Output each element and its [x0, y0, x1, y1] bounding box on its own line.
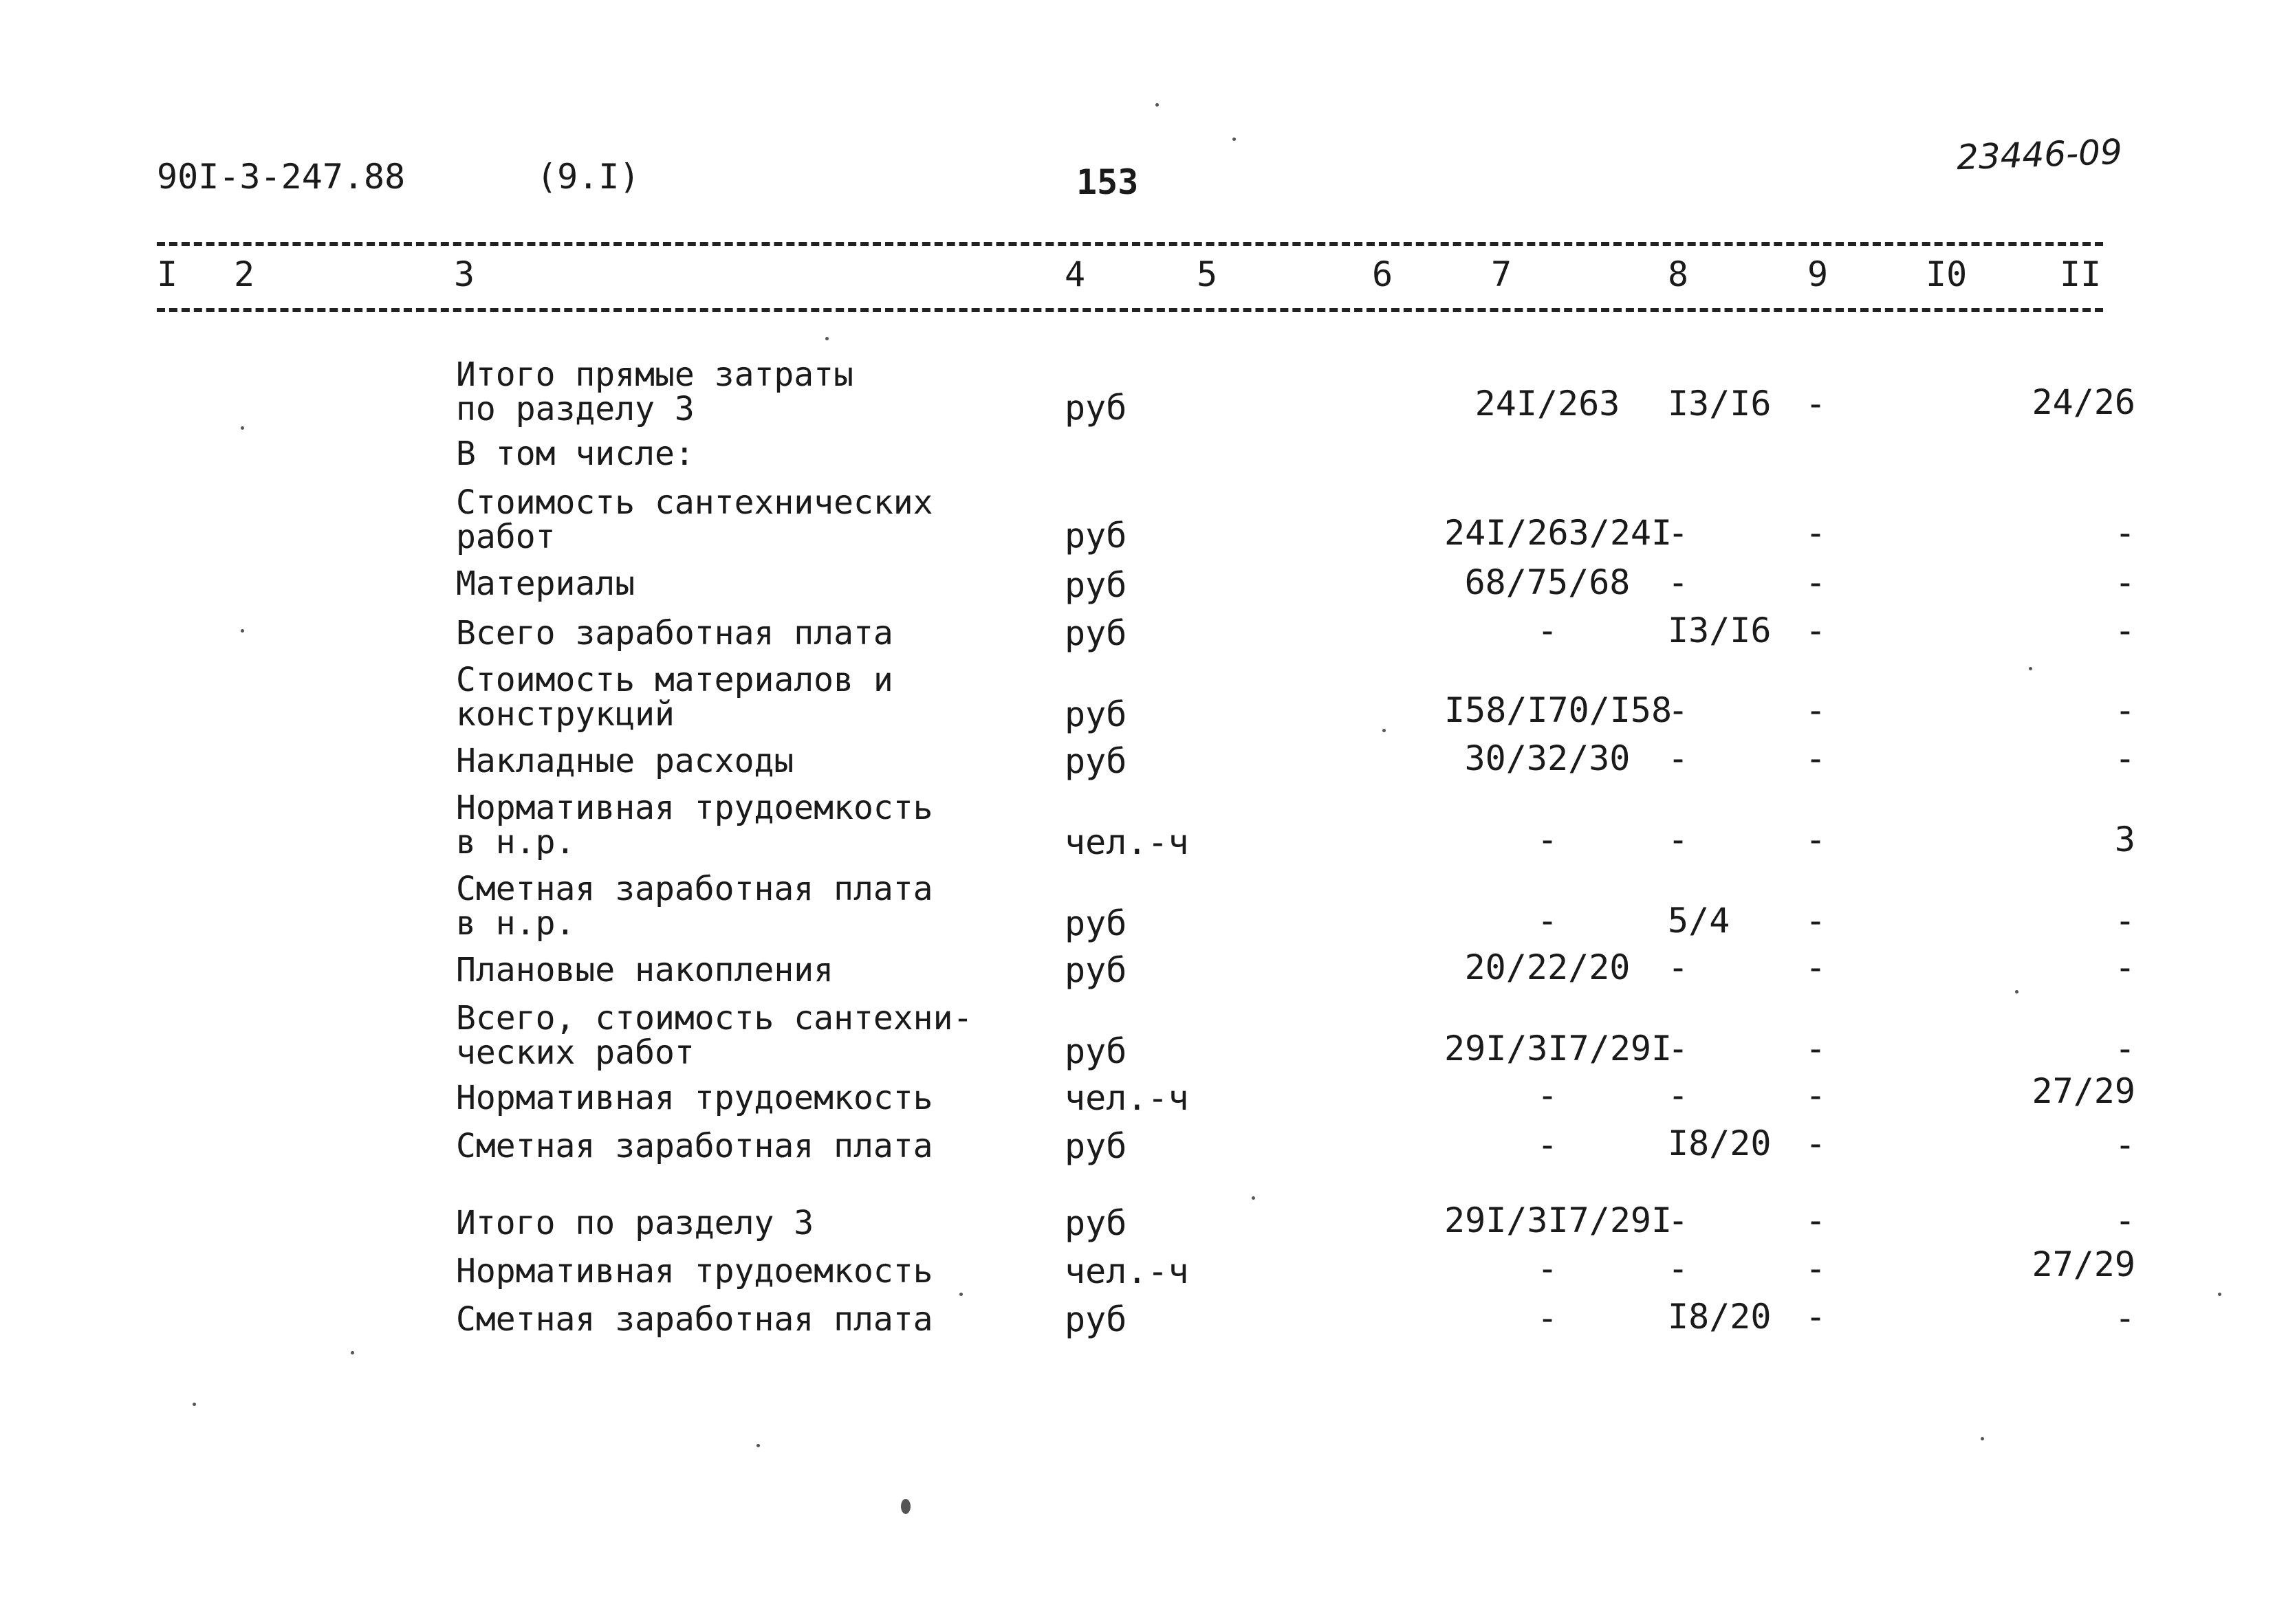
row-value-col11: - — [2114, 738, 2135, 778]
row-label-including: В том числе: — [456, 435, 695, 473]
row-value-col8: I8/20 — [1668, 1297, 1772, 1337]
row-value-col9: - — [1805, 562, 1827, 602]
row-label-estimated-wages: Сметная заработная плата — [456, 1127, 933, 1165]
row-value-col9: - — [1805, 611, 1827, 650]
row-value-col8: - — [1668, 1075, 1689, 1115]
row-value-col8: - — [1668, 513, 1689, 553]
scan-speck — [1382, 729, 1386, 732]
row-value-col9: - — [1805, 690, 1827, 730]
scan-speck — [2015, 990, 2018, 994]
row-value-col9: - — [1805, 1029, 1827, 1068]
row-value-col9: - — [1805, 820, 1827, 859]
row-unit: руб — [1065, 1203, 1127, 1243]
row-value-col8: - — [1668, 738, 1689, 778]
row-label-standard-labor-overhead: Нормативная трудоемкость в н.р. — [456, 789, 933, 862]
row-value-col9: - — [1805, 947, 1827, 987]
row-value-col11: - — [2114, 1125, 2135, 1165]
row-value-col7: - — [1536, 611, 1558, 650]
row-value-col11: 27/29 — [2032, 1071, 2135, 1111]
row-label-materials-structures-cost: Стоимость материалов и конструкций — [456, 661, 893, 734]
row-value-col11: - — [2114, 1200, 2135, 1240]
row-value-col7: 29I/3I7/29I — [1444, 1029, 1673, 1068]
row-value-col11: 3 — [2114, 820, 2135, 859]
header-bottom-rule — [157, 308, 2103, 312]
row-value-col9: - — [1805, 901, 1827, 941]
column-number-11: II — [2060, 254, 2102, 294]
row-value-col9: - — [1805, 738, 1827, 778]
row-value-col11: - — [2114, 1298, 2135, 1338]
row-value-col9: - — [1805, 1200, 1827, 1240]
row-value-col7: - — [1536, 1125, 1558, 1165]
row-unit: руб — [1065, 741, 1127, 781]
column-number-2: 2 — [234, 254, 255, 294]
column-number-4: 4 — [1065, 254, 1086, 294]
row-value-col9: - — [1805, 384, 1827, 424]
row-value-col8: - — [1668, 947, 1689, 987]
row-unit: руб — [1065, 613, 1127, 653]
row-value-col8: I8/20 — [1668, 1123, 1772, 1163]
row-value-col7: 29I/3I7/29I — [1444, 1200, 1673, 1240]
row-value-col9: - — [1805, 1297, 1827, 1337]
scan-speck — [193, 1403, 196, 1406]
column-number-6: 6 — [1372, 254, 1393, 294]
row-label-overhead: Накладные расходы — [456, 742, 794, 780]
scan-speck — [756, 1444, 760, 1447]
scan-speck — [241, 426, 244, 430]
row-value-col7: - — [1536, 1075, 1558, 1115]
column-number-10: I0 — [1926, 254, 1968, 294]
page-number: 153 — [1076, 162, 1139, 202]
row-unit: чел.-ч — [1065, 822, 1189, 862]
row-value-col7: - — [1536, 1249, 1558, 1288]
row-value-col7: 24I/263 — [1474, 384, 1620, 424]
row-value-col8: - — [1668, 1029, 1689, 1068]
scan-speck — [2218, 1293, 2221, 1296]
column-number-1: I — [157, 254, 178, 294]
row-value-col8: I3/I6 — [1668, 384, 1772, 424]
row-value-col9: - — [1805, 513, 1827, 553]
row-value-col7: 20/22/20 — [1464, 947, 1631, 987]
row-label-total-plumbing-cost: Всего, стоимость сантехни- ческих работ — [456, 999, 973, 1072]
row-label-section-total: Итого по разделу 3 — [456, 1204, 814, 1242]
row-value-col7: 24I/263/24I — [1444, 513, 1673, 553]
column-number-7: 7 — [1491, 254, 1512, 294]
row-unit: руб — [1065, 903, 1127, 943]
row-value-col9: - — [1805, 1249, 1827, 1288]
scan-speck — [959, 1293, 963, 1296]
row-value-col11: - — [2114, 1029, 2135, 1068]
column-number-3: 3 — [454, 254, 475, 294]
row-value-col7: 30/32/30 — [1464, 738, 1631, 778]
scan-speck — [351, 1351, 354, 1354]
row-unit: чел.-ч — [1065, 1251, 1189, 1291]
row-value-col11: - — [2114, 947, 2135, 987]
row-value-col11: 24/26 — [2032, 382, 2135, 422]
row-value-col7: - — [1536, 1298, 1558, 1338]
row-unit: руб — [1065, 1126, 1127, 1166]
row-value-col8: - — [1668, 1200, 1689, 1240]
scan-speck — [1981, 1437, 1984, 1440]
column-number-5: 5 — [1197, 254, 1218, 294]
scan-speck — [825, 337, 829, 340]
row-label-standard-labor: Нормативная трудоемкость — [456, 1079, 933, 1117]
row-value-col7: - — [1536, 901, 1558, 941]
row-label-plumbing-works-cost: Стоимость сантехнических работ — [456, 483, 933, 556]
row-value-col9: - — [1805, 1123, 1827, 1163]
row-value-col7: I58/I70/I58 — [1444, 690, 1673, 730]
row-value-col8: - — [1668, 1249, 1689, 1288]
document-code: 90I-3-247.88 — [157, 157, 406, 197]
row-value-col8: I3/I6 — [1668, 611, 1772, 650]
row-unit: руб — [1065, 950, 1127, 990]
header-top-rule — [157, 242, 2103, 246]
row-unit: руб — [1065, 694, 1127, 734]
row-unit: чел.-ч — [1065, 1078, 1189, 1118]
row-unit: руб — [1065, 388, 1127, 428]
row-value-col11: - — [2114, 513, 2135, 553]
archive-stamp-number: 23446-09 — [1956, 131, 2123, 178]
scan-speck — [1232, 138, 1236, 141]
row-value-col7: 68/75/68 — [1464, 562, 1631, 602]
row-label-standard-labor: Нормативная трудоемкость — [456, 1252, 933, 1291]
row-unit: руб — [1065, 1299, 1127, 1339]
row-unit: руб — [1065, 1031, 1127, 1071]
row-label-total-wages: Всего заработная плата — [456, 614, 893, 652]
scan-speck — [1252, 1196, 1255, 1200]
row-label-estimated-wages-overhead: Сметная заработная плата в н.р. — [456, 870, 933, 943]
row-value-col8: - — [1668, 562, 1689, 602]
row-label-estimated-wages: Сметная заработная плата — [456, 1300, 933, 1339]
row-value-col11: - — [2114, 611, 2135, 650]
row-value-col8: - — [1668, 820, 1689, 859]
row-value-col7: - — [1536, 820, 1558, 859]
column-number-8: 8 — [1668, 254, 1689, 294]
row-value-col11: - — [2114, 562, 2135, 602]
scan-speck — [1155, 103, 1159, 107]
scan-speck — [2029, 667, 2032, 670]
row-label-planned-savings: Плановые накопления — [456, 951, 834, 989]
row-value-col8: 5/4 — [1668, 901, 1730, 941]
row-label-materials: Материалы — [456, 564, 635, 603]
row-unit: руб — [1065, 565, 1127, 605]
section-number: (9.I) — [536, 157, 640, 197]
row-value-col9: - — [1805, 1075, 1827, 1115]
scan-speck — [241, 629, 244, 633]
scan-speck — [901, 1499, 911, 1514]
row-label-direct-costs-total: Итого прямые затраты по разделу 3 — [456, 355, 853, 428]
column-number-9: 9 — [1807, 254, 1829, 294]
row-value-col11: 27/29 — [2032, 1244, 2135, 1284]
row-unit: руб — [1065, 516, 1127, 556]
row-value-col8: - — [1668, 690, 1689, 730]
row-value-col11: - — [2114, 901, 2135, 941]
row-value-col11: - — [2114, 690, 2135, 730]
